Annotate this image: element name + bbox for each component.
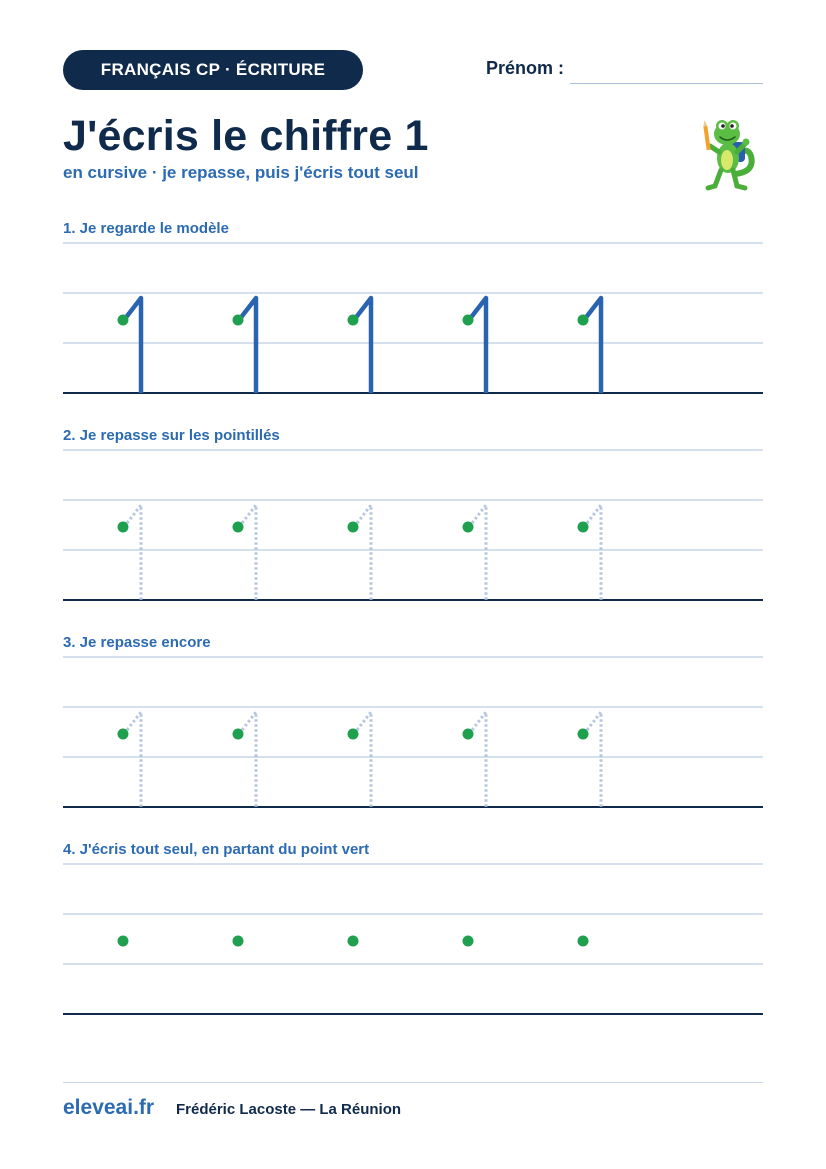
name-field[interactable] [570,83,763,84]
digit-one [348,298,372,393]
writing-lines[interactable] [63,634,763,814]
exercise-section [63,841,763,1041]
start-dot [233,936,244,947]
digit-one [233,505,257,600]
digit-one [233,298,257,393]
exercise-section [63,427,763,627]
digit-one [463,712,487,807]
start-dot [578,729,589,740]
start-dot [578,522,589,533]
section-heading: 3. Je repasse encore [63,634,211,651]
lizard-mascot-icon [695,112,761,196]
digit-one [118,505,142,600]
digit-one [463,505,487,600]
section-heading: 1. Je regarde le modèle [63,220,229,237]
digit-one [578,936,589,947]
digit-one [118,298,142,393]
subject-badge: FRANÇAIS CP · ÉCRITURE [63,50,363,90]
digit-one [348,505,372,600]
writing-lines[interactable] [63,220,763,400]
page-subtitle: en cursive · je repasse, puis j'écris tout seul [63,163,419,182]
digit-one [348,936,359,947]
start-dot [348,729,359,740]
start-dot [348,315,359,326]
footer-divider [63,1082,763,1083]
exercise-section [63,634,763,834]
start-dot [118,729,129,740]
exercise-section [63,220,763,420]
writing-lines[interactable] [63,427,763,607]
writing-lines[interactable] [63,841,763,1021]
start-dot [578,936,589,947]
start-dot [118,315,129,326]
digit-one [233,936,244,947]
start-dot [118,936,129,947]
start-dot [463,936,474,947]
start-dot [578,315,589,326]
digit-one [348,712,372,807]
digit-one [118,712,142,807]
digit-one [578,505,602,600]
start-dot [463,729,474,740]
digit-one [463,298,487,393]
start-dot [118,522,129,533]
start-dot [233,315,244,326]
start-dot [233,729,244,740]
page-title: J'écris le chiffre 1 [63,112,429,160]
digit-one [233,712,257,807]
section-heading: 4. J'écris tout seul, en partant du point vert [63,841,370,858]
footer-brand: eleveai.fr [63,1096,155,1119]
section-heading: 2. Je repasse sur les pointillés [63,427,280,444]
digit-one [118,936,129,947]
name-label: Prénom : [486,58,565,78]
digit-one [463,936,474,947]
start-dot [233,522,244,533]
start-dot [463,315,474,326]
start-dot [348,936,359,947]
start-dot [463,522,474,533]
footer-author: Frédéric Lacoste — La Réunion [176,1101,402,1118]
start-dot [348,522,359,533]
digit-one [578,712,602,807]
digit-one [578,298,602,393]
